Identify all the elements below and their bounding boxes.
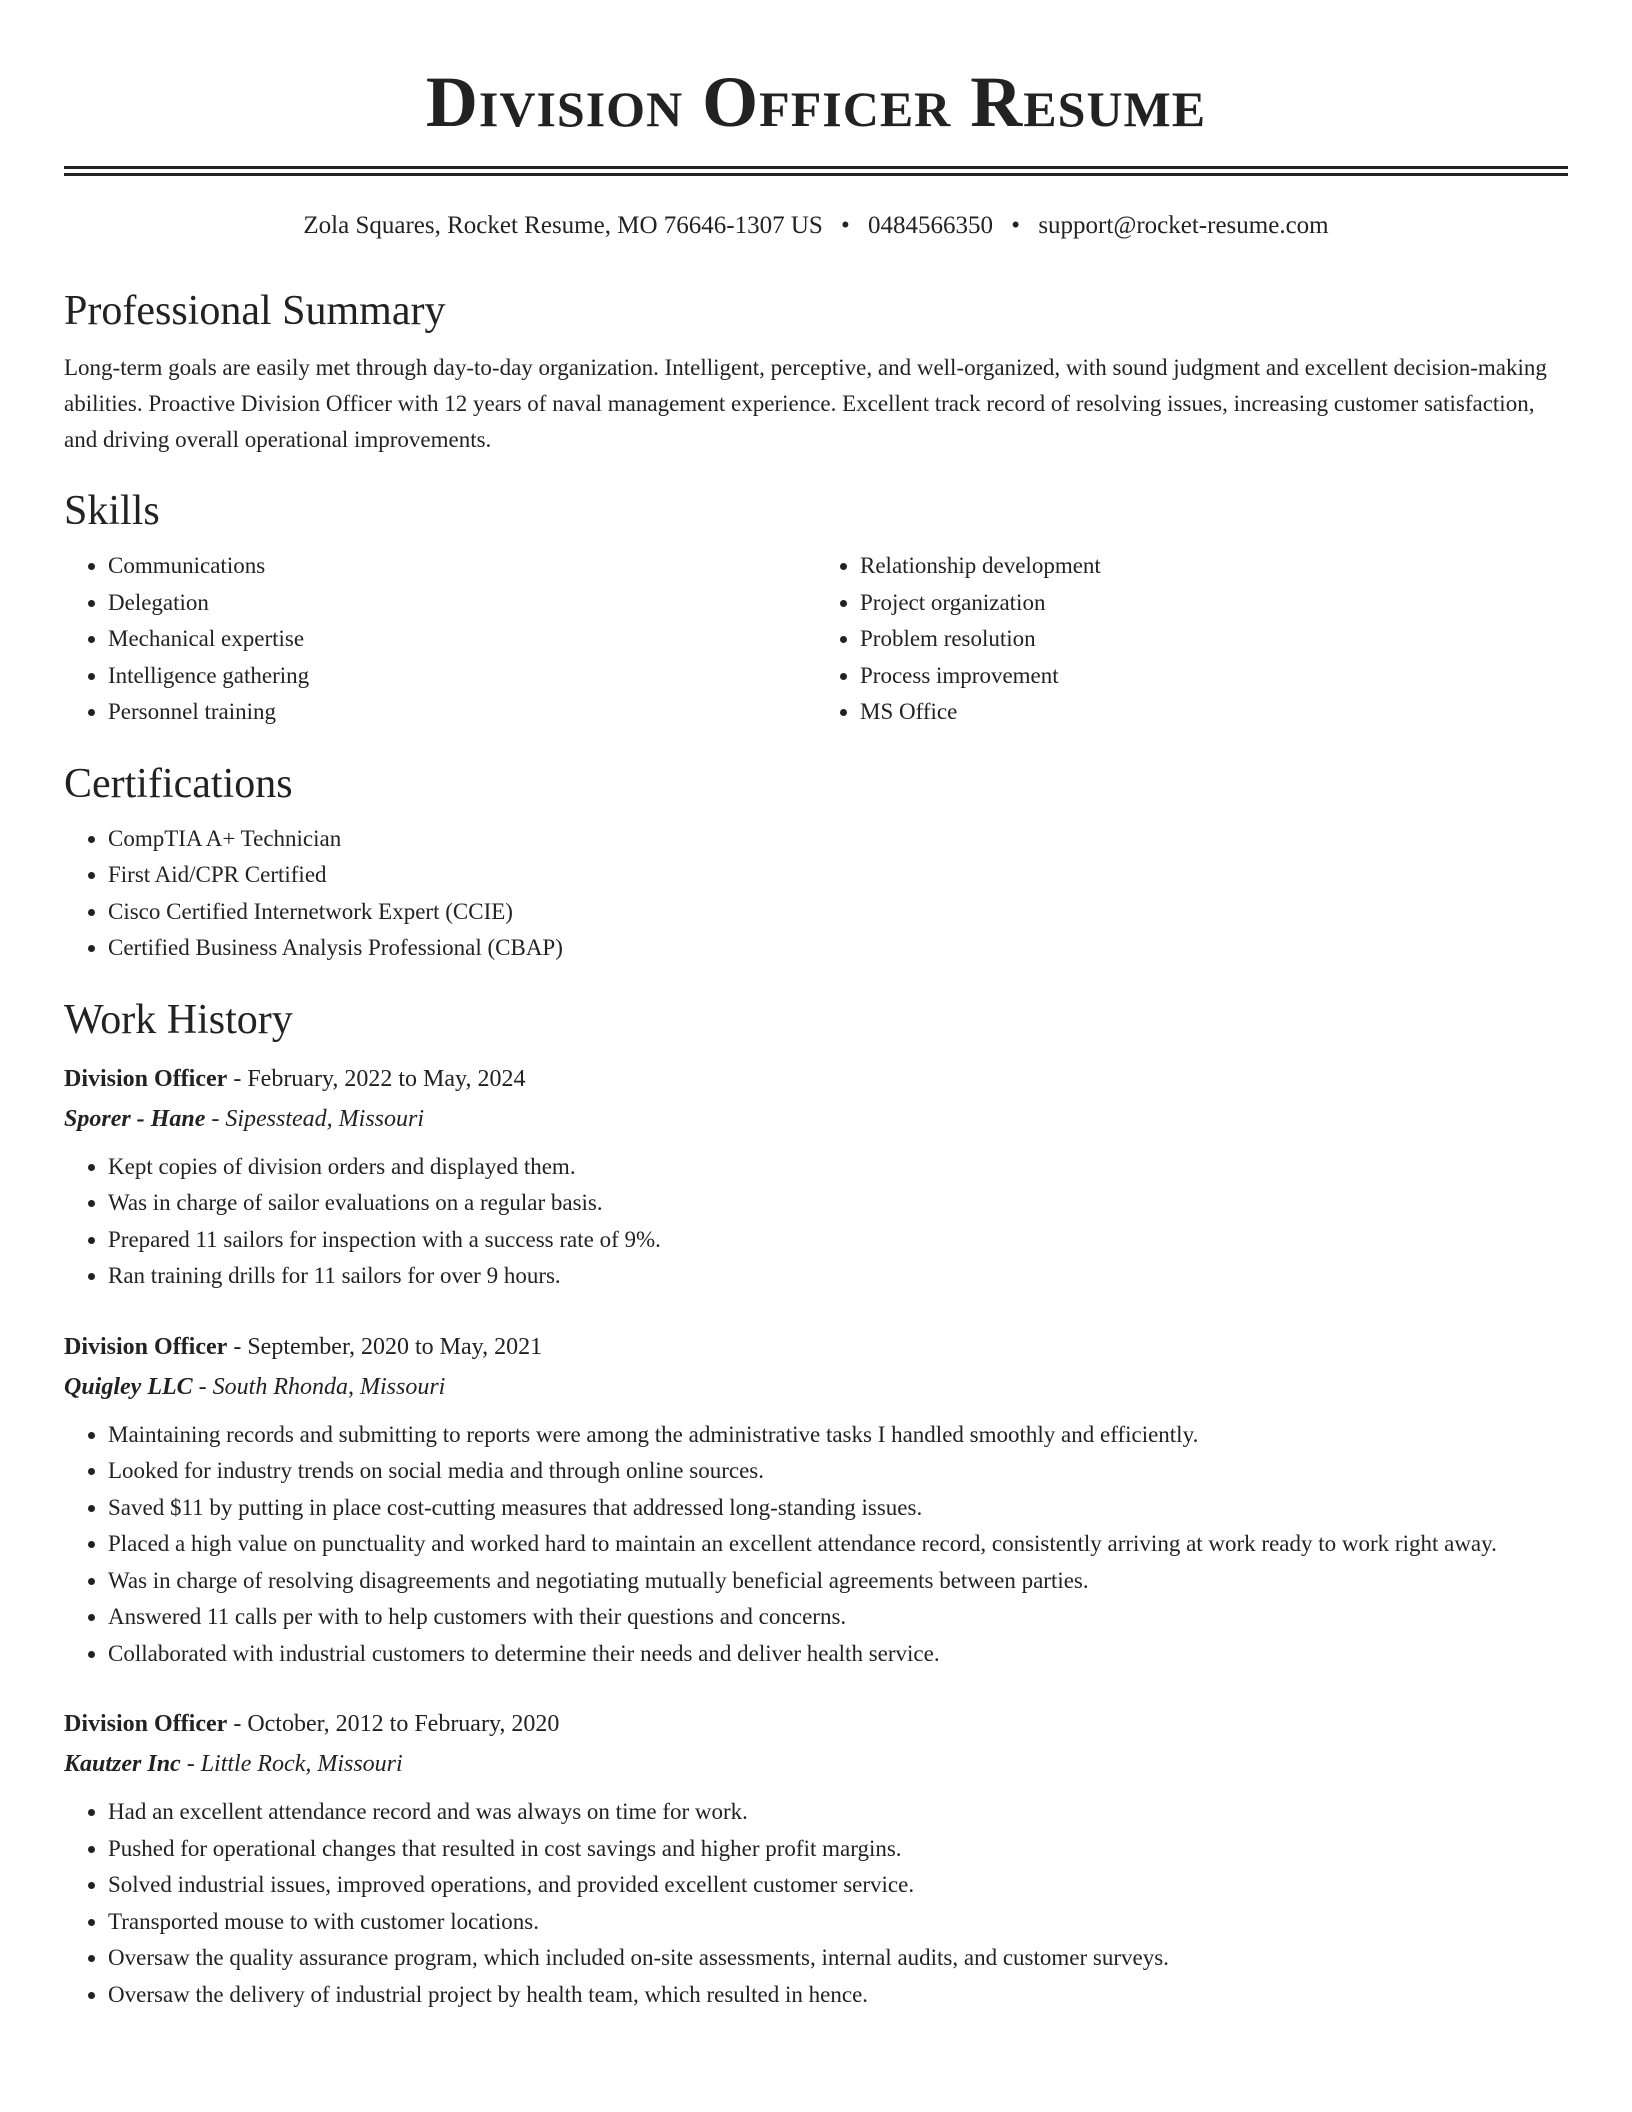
- job-entry: [64, 1061, 1568, 1295]
- skill-item: • Project organization: [860, 585, 1568, 622]
- summary-heading: Professional Summary: [64, 288, 446, 334]
- skills-list: [64, 548, 1568, 731]
- job-bullet: • Maintaining records and submitting to reports were among the administrative tasks I handled smoothly and efficiently.: [108, 1417, 1568, 1454]
- job-company-line: Kautzer Inc - Little Rock, Missouri: [64, 1751, 403, 1777]
- job-bullet: • Prepared 11 sailors for inspection with a success rate of 9%.: [108, 1222, 1568, 1259]
- certifications-list: [64, 821, 1568, 967]
- job-bullet: • Had an excellent attendance record and was always on time for work.: [108, 1794, 1568, 1831]
- job-bullet: • Solved industrial issues, improved operations, and provided excellent customer service.: [108, 1867, 1568, 1904]
- job-bullet: • Kept copies of division orders and displayed them.: [108, 1149, 1568, 1186]
- contact-email[interactable]: support@rocket-resume.com: [1038, 212, 1329, 239]
- job-company-line: Quigley LLC - South Rhonda, Missouri: [64, 1373, 446, 1400]
- job-company-line: Sporer - Hane - Sipesstead, Missouri: [64, 1105, 425, 1132]
- job-bullet: • Oversaw the delivery of industrial project by health team, which resulted in hence.: [108, 1977, 1568, 2014]
- job-location: Sipesstead, Missouri: [225, 1105, 425, 1132]
- job-role: Division Officer: [64, 1065, 228, 1092]
- skill-item: • MS Office: [860, 694, 1568, 731]
- job-role: Division Officer: [64, 1333, 228, 1360]
- job-entry: [64, 1329, 1568, 1673]
- skill-item: • Process improvement: [860, 658, 1568, 695]
- job-location: South Rhonda, Missouri: [212, 1373, 446, 1400]
- job-location: Little Rock, Missouri: [200, 1751, 403, 1777]
- job-bullet: • Transported mouse to with customer locations.: [108, 1904, 1568, 1941]
- job-bullet: • Looked for industry trends on social media and through online sources.: [108, 1453, 1568, 1490]
- skill-item: • Intelligence gathering: [108, 658, 816, 695]
- job-company: Kautzer Inc: [64, 1751, 181, 1777]
- job-company: Sporer - Hane: [64, 1105, 206, 1132]
- page-title: Division Officer Resume: [425, 62, 1207, 142]
- job-bullet: • Ran training drills for 11 sailors for over 9 hours.: [108, 1258, 1568, 1295]
- contact-address: Zola Squares, Rocket Resume, MO 76646-1307 US: [303, 212, 823, 239]
- contact-separator: •: [1011, 212, 1021, 239]
- contact-separator: •: [841, 212, 850, 239]
- job-bullets: [64, 1794, 1568, 2013]
- skill-item: • Mechanical expertise: [108, 621, 816, 658]
- skill-item: • Communications: [108, 548, 816, 585]
- skill-item: • Personnel training: [108, 694, 816, 731]
- contact-line: [64, 210, 1568, 242]
- skill-item: • Problem resolution: [860, 621, 1568, 658]
- job-title-line: Division Officer - September, 2020 to May, 2021: [64, 1333, 543, 1360]
- job-bullet: • Answered 11 calls per with to help customers with their questions and concerns.: [108, 1599, 1568, 1636]
- job-bullet: • Saved $11 by putting in place cost-cutting measures that addressed long-standing issues.: [108, 1490, 1568, 1527]
- summary-text: Long-term goals are easily met through day-to-day organization. Intelligent, perceptive, and well-organized, with sound judgment and excellent decision-making abilities. Proactive Division Officer with 12 years of naval management experience. Excellent track record of resolving issues, increasing customer satisfaction, and driving overall operational improvements.: [64, 355, 1547, 452]
- job-bullet: • Placed a high value on punctuality and worked hard to maintain an excellent attendance record, consistently arriving at work ready to work right away.: [108, 1526, 1568, 1563]
- skill-item: • Delegation: [108, 585, 816, 622]
- job-entry: [64, 1706, 1568, 2013]
- certifications-heading: Certifications: [64, 760, 293, 807]
- job-role: Division Officer: [64, 1711, 228, 1737]
- certification-item: • Certified Business Analysis Professional (CBAP): [108, 930, 1568, 967]
- title-divider: [64, 166, 1568, 176]
- certification-item: • Cisco Certified Internetwork Expert (CCIE): [108, 894, 1568, 931]
- job-bullet: • Was in charge of resolving disagreements and negotiating mutually beneficial agreements between parties.: [108, 1563, 1568, 1600]
- contact-phone: 0484566350: [868, 212, 994, 239]
- job-title-line: Division Officer - February, 2022 to May, 2024: [64, 1065, 526, 1092]
- job-bullet: • Oversaw the quality assurance program, which included on-site assessments, internal audits, and customer surveys.: [108, 1940, 1568, 1977]
- job-dates: October, 2012 to February, 2020: [247, 1711, 560, 1737]
- job-bullet: • Collaborated with industrial customers to determine their needs and deliver health service.: [108, 1636, 1568, 1673]
- job-bullets: [64, 1149, 1568, 1295]
- skills-left-column: [64, 548, 816, 731]
- job-title-line: Division Officer - October, 2012 to February, 2020: [64, 1711, 560, 1737]
- job-dates: February, 2022 to May, 2024: [247, 1065, 526, 1092]
- job-bullets: [64, 1417, 1568, 1673]
- job-dates: September, 2020 to May, 2021: [247, 1333, 543, 1360]
- work-history-heading: Work History: [64, 996, 293, 1043]
- skills-right-column: [816, 548, 1568, 731]
- skill-item: • Relationship development: [860, 548, 1568, 585]
- job-company: Quigley LLC: [64, 1373, 193, 1400]
- job-bullet: • Was in charge of sailor evaluations on a regular basis.: [108, 1185, 1568, 1222]
- certification-item: • CompTIA A+ Technician: [108, 821, 1568, 858]
- certification-item: • First Aid/CPR Certified: [108, 857, 1568, 894]
- skills-heading: Skills: [64, 488, 160, 534]
- job-bullet: • Pushed for operational changes that resulted in cost savings and higher profit margins.: [108, 1831, 1568, 1868]
